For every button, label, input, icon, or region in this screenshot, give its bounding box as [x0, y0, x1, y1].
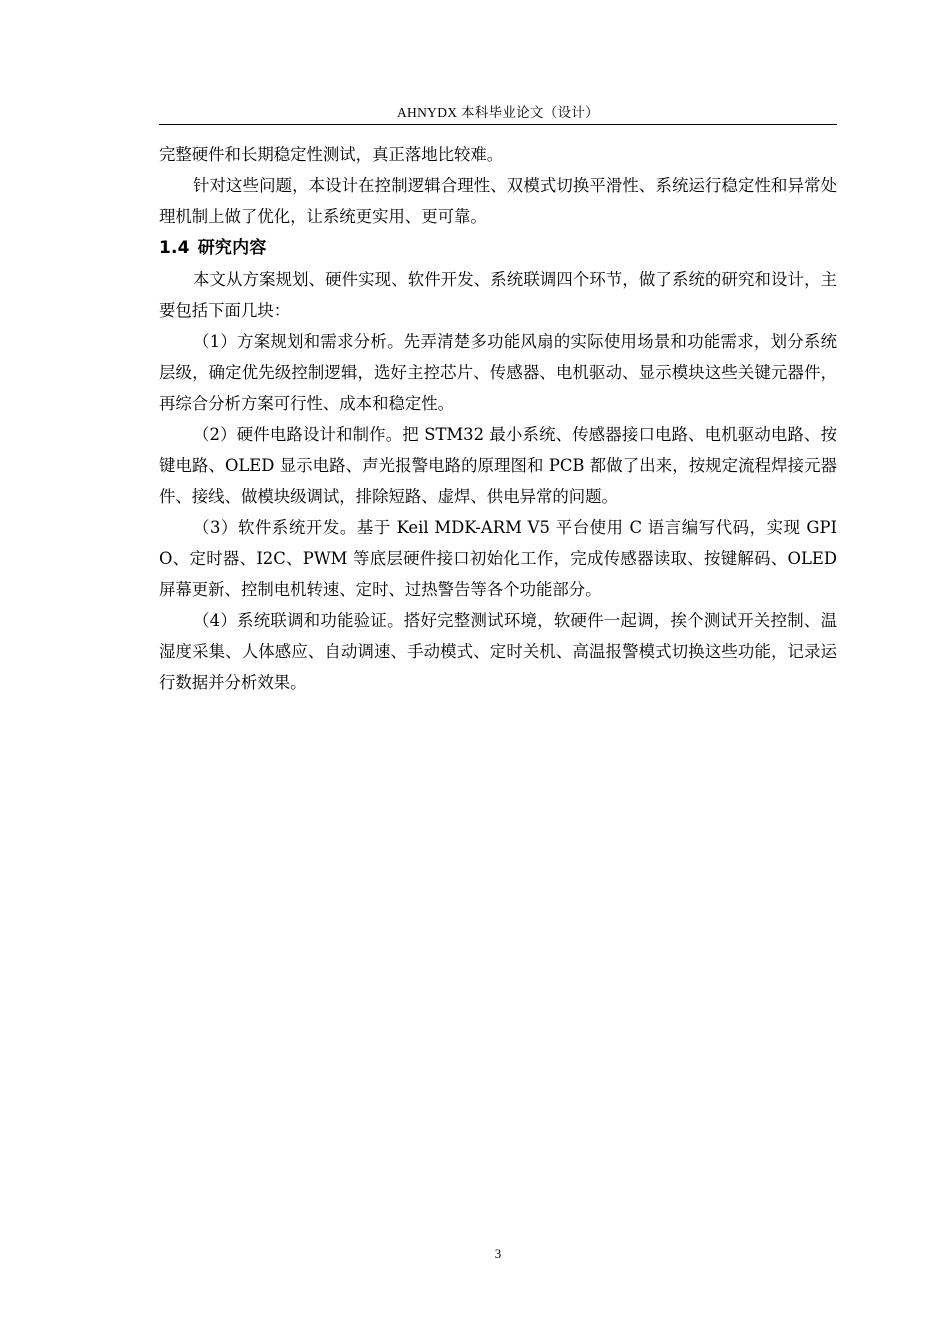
list-item-3: （3）软件系统开发。基于 Keil MDK-ARM V5 平台使用 C 语言编写代码，实现 GPIO、定时器、I2C、PWM 等底层硬件接口初始化工作，完成传感器读取、按键解码、OLED 屏幕更新、控制电机转速、定时、过热警告等各个功能部分。	[159, 518, 837, 599]
list-item-2: （2）硬件电路设计和制作。把 STM32 最小系统、传感器接口电路、电机驱动电路、按键电路、OLED 显示电路、声光报警电路的原理图和 PCB 都做了出来，按规定流程焊接元器件、接线、做模块级调试，排除短路、虚焊、供电异常的问题。	[159, 425, 837, 506]
list-item-4: （4）系统联调和功能验证。搭好完整测试环境，软硬件一起调，挨个测试开关控制、温湿度采集、人体感应、自动调速、手动模式、定时关机、高温报警模式切换这些功能，记录运行数据并分析效果。	[159, 611, 837, 692]
section-title: 研究内容	[197, 238, 267, 258]
paragraph-continuation: 完整硬件和长期稳定性测试，真正落地比较难。	[159, 145, 504, 164]
section-heading	[159, 232, 837, 264]
list-item-1: （1）方案规划和需求分析。先弄清楚多功能风扇的实际使用场景和功能需求，划分系统层级，确定优先级控制逻辑，选好主控芯片、传感器、电机驱动、显示模块这些关键元器件，再综合分析方案可行性、成本和稳定性。	[159, 332, 837, 413]
paragraph-optimization: 针对这些问题，本设计在控制逻辑合理性、双模式切换平滑性、系统运行稳定性和异常处理机制上做了优化，让系统更实用、更可靠。	[159, 176, 837, 226]
running-header: AHNYDX 本科毕业论文（设计）	[397, 105, 599, 120]
header-divider	[159, 124, 837, 125]
page-number: 3	[494, 1246, 502, 1261]
document-body	[159, 139, 837, 698]
section-number: 1.4	[159, 238, 190, 258]
paragraph-intro: 本文从方案规划、硬件实现、软件开发、系统联调四个环节，做了系统的研究和设计，主要包括下面几块：	[159, 270, 837, 320]
